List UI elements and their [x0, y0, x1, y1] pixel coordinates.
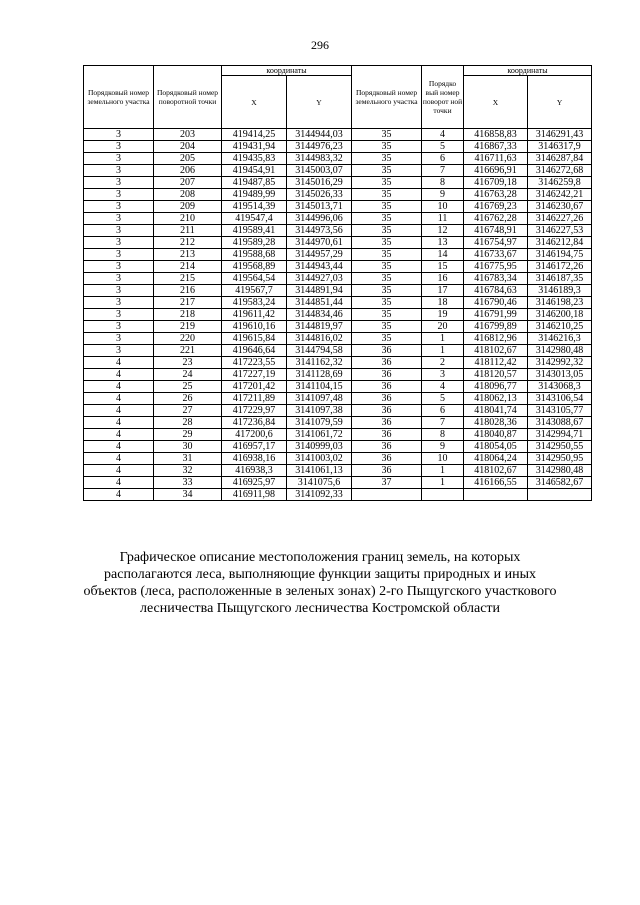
- cell-parcel-number-right: 35: [352, 201, 422, 213]
- cell-x-coordinate-right: [464, 489, 528, 501]
- cell-parcel-number-right: 36: [352, 441, 422, 453]
- header-y-right: Y: [528, 76, 592, 129]
- cell-parcel-number: 4: [84, 453, 154, 465]
- cell-parcel-number-right: 35: [352, 129, 422, 141]
- cell-y-coordinate: 3144996,06: [287, 213, 352, 225]
- cell-parcel-number-right: 35: [352, 213, 422, 225]
- cell-x-coordinate-right: 416790,46: [464, 297, 528, 309]
- cell-x-coordinate: 419589,28: [222, 237, 287, 249]
- header-y: Y: [287, 76, 352, 129]
- table-row: [84, 129, 592, 141]
- cell-x-coordinate: 416957,17: [222, 441, 287, 453]
- cell-x-coordinate-right: 418028,36: [464, 417, 528, 429]
- header-x: X: [222, 76, 287, 129]
- cell-parcel-number-right: 35: [352, 297, 422, 309]
- cell-parcel-number-right: 36: [352, 369, 422, 381]
- cell-y-coordinate: 3145016,29: [287, 177, 352, 189]
- table-row: [84, 429, 592, 441]
- cell-point-number: 207: [154, 177, 222, 189]
- cell-y-coordinate-right: 3142980,48: [528, 345, 592, 357]
- cell-parcel-number-right: 35: [352, 261, 422, 273]
- cell-y-coordinate: 3141104,15: [287, 381, 352, 393]
- cell-point-number: 211: [154, 225, 222, 237]
- cell-point-number-right: 1: [422, 477, 464, 489]
- table-row: [84, 213, 592, 225]
- table-row: [84, 393, 592, 405]
- cell-y-coordinate-right: 3146172,26: [528, 261, 592, 273]
- cell-x-coordinate: 416938,3: [222, 465, 287, 477]
- cell-y-coordinate-right: 3142950,95: [528, 453, 592, 465]
- cell-y-coordinate: 3144944,03: [287, 129, 352, 141]
- cell-parcel-number: 3: [84, 297, 154, 309]
- header-parcel-number: Порядковый номер земельного участка: [84, 66, 154, 129]
- cell-x-coordinate-right: 418102,67: [464, 345, 528, 357]
- table-row: [84, 489, 592, 501]
- cell-point-number-right: 10: [422, 201, 464, 213]
- cell-x-coordinate-right: 416858,83: [464, 129, 528, 141]
- cell-y-coordinate-right: 3146272,68: [528, 165, 592, 177]
- cell-x-coordinate-right: 416783,34: [464, 273, 528, 285]
- table-row: [84, 357, 592, 369]
- cell-y-coordinate: 3141075,6: [287, 477, 352, 489]
- cell-parcel-number-right: 36: [352, 357, 422, 369]
- cell-x-coordinate-right: 416748,91: [464, 225, 528, 237]
- cell-y-coordinate: 3144819,97: [287, 321, 352, 333]
- cell-point-number-right: 2: [422, 357, 464, 369]
- cell-parcel-number-right: 35: [352, 309, 422, 321]
- cell-x-coordinate: 417227,19: [222, 369, 287, 381]
- cell-y-coordinate: 3144794,58: [287, 345, 352, 357]
- cell-y-coordinate: 3144927,03: [287, 273, 352, 285]
- cell-point-number: 212: [154, 237, 222, 249]
- cell-x-coordinate-right: 418041,74: [464, 405, 528, 417]
- cell-point-number-right: 9: [422, 189, 464, 201]
- cell-parcel-number-right: 35: [352, 237, 422, 249]
- table-row: [84, 333, 592, 345]
- cell-parcel-number: 3: [84, 129, 154, 141]
- cell-y-coordinate-right: [528, 489, 592, 501]
- cell-y-coordinate-right: 3143105,77: [528, 405, 592, 417]
- cell-y-coordinate: 3141128,69: [287, 369, 352, 381]
- cell-y-coordinate: 3144976,23: [287, 141, 352, 153]
- cell-point-number: 216: [154, 285, 222, 297]
- cell-parcel-number: 3: [84, 141, 154, 153]
- cell-parcel-number-right: 35: [352, 189, 422, 201]
- cell-parcel-number-right: 36: [352, 381, 422, 393]
- cell-point-number-right: 4: [422, 129, 464, 141]
- cell-x-coordinate: 419589,41: [222, 225, 287, 237]
- cell-point-number: 208: [154, 189, 222, 201]
- cell-x-coordinate-right: 418102,67: [464, 465, 528, 477]
- table-row: [84, 165, 592, 177]
- cell-point-number-right: 19: [422, 309, 464, 321]
- cell-point-number-right: 10: [422, 453, 464, 465]
- cell-point-number: 213: [154, 249, 222, 261]
- cell-point-number-right: 18: [422, 297, 464, 309]
- cell-point-number-right: 1: [422, 345, 464, 357]
- cell-parcel-number-right: 36: [352, 453, 422, 465]
- cell-point-number: 205: [154, 153, 222, 165]
- cell-point-number-right: 14: [422, 249, 464, 261]
- cell-point-number: 34: [154, 489, 222, 501]
- cell-y-coordinate: 3141079,59: [287, 417, 352, 429]
- cell-point-number: 221: [154, 345, 222, 357]
- cell-point-number-right: 7: [422, 165, 464, 177]
- cell-parcel-number-right: 37: [352, 477, 422, 489]
- cell-parcel-number-right: 36: [352, 345, 422, 357]
- page-number: 296: [311, 38, 329, 52]
- cell-x-coordinate: 419611,42: [222, 309, 287, 321]
- table-row: [84, 285, 592, 297]
- cell-parcel-number-right: 35: [352, 273, 422, 285]
- cell-x-coordinate-right: 416696,91: [464, 165, 528, 177]
- cell-point-number-right: 6: [422, 153, 464, 165]
- cell-parcel-number: 3: [84, 321, 154, 333]
- cell-parcel-number: 4: [84, 405, 154, 417]
- cell-y-coordinate-right: 3143068,3: [528, 381, 592, 393]
- cell-x-coordinate-right: 416791,99: [464, 309, 528, 321]
- cell-x-coordinate: 416911,98: [222, 489, 287, 501]
- cell-x-coordinate-right: 416709,18: [464, 177, 528, 189]
- cell-y-coordinate-right: 3146212,84: [528, 237, 592, 249]
- cell-point-number: 215: [154, 273, 222, 285]
- cell-point-number-right: 9: [422, 441, 464, 453]
- cell-point-number-right: 11: [422, 213, 464, 225]
- cell-parcel-number: 4: [84, 429, 154, 441]
- table-row: [84, 249, 592, 261]
- cell-y-coordinate-right: 3146227,26: [528, 213, 592, 225]
- cell-parcel-number-right: 36: [352, 405, 422, 417]
- cell-x-coordinate: 417223,55: [222, 357, 287, 369]
- cell-parcel-number: 3: [84, 153, 154, 165]
- cell-y-coordinate-right: 3146242,21: [528, 189, 592, 201]
- cell-x-coordinate-right: 418062,13: [464, 393, 528, 405]
- cell-y-coordinate: 3144834,46: [287, 309, 352, 321]
- table-row: [84, 453, 592, 465]
- cell-parcel-number: 4: [84, 381, 154, 393]
- cell-y-coordinate: 3144957,29: [287, 249, 352, 261]
- cell-x-coordinate-right: 418040,87: [464, 429, 528, 441]
- cell-x-coordinate: 419431,94: [222, 141, 287, 153]
- cell-x-coordinate-right: 416711,63: [464, 153, 528, 165]
- cell-point-number-right: [422, 489, 464, 501]
- cell-x-coordinate: 416925,97: [222, 477, 287, 489]
- cell-point-number: 204: [154, 141, 222, 153]
- header-coordinates: координаты: [222, 66, 352, 76]
- cell-parcel-number-right: 36: [352, 465, 422, 477]
- cell-parcel-number: 4: [84, 393, 154, 405]
- header-point-number: Порядковый номер поворотной точки: [154, 66, 222, 129]
- cell-point-number: 32: [154, 465, 222, 477]
- cell-y-coordinate: 3144816,02: [287, 333, 352, 345]
- cell-point-number: 30: [154, 441, 222, 453]
- cell-x-coordinate: 419414,25: [222, 129, 287, 141]
- cell-y-coordinate-right: 3146582,67: [528, 477, 592, 489]
- table-body: [84, 129, 592, 501]
- table-row: [84, 369, 592, 381]
- table-row: [84, 477, 592, 489]
- table-row: [84, 405, 592, 417]
- cell-x-coordinate-right: 416733,67: [464, 249, 528, 261]
- cell-parcel-number-right: 35: [352, 321, 422, 333]
- cell-x-coordinate-right: 416762,28: [464, 213, 528, 225]
- cell-y-coordinate: 3141097,38: [287, 405, 352, 417]
- cell-point-number: 209: [154, 201, 222, 213]
- cell-point-number-right: 13: [422, 237, 464, 249]
- cell-y-coordinate-right: 3143088,67: [528, 417, 592, 429]
- cell-y-coordinate: 3141061,72: [287, 429, 352, 441]
- cell-x-coordinate: 419615,84: [222, 333, 287, 345]
- cell-x-coordinate-right: 416769,23: [464, 201, 528, 213]
- cell-y-coordinate-right: 3146187,35: [528, 273, 592, 285]
- cell-point-number: 23: [154, 357, 222, 369]
- cell-parcel-number: 4: [84, 441, 154, 453]
- cell-x-coordinate: 419564,54: [222, 273, 287, 285]
- cell-parcel-number-right: 36: [352, 429, 422, 441]
- table-row: [84, 381, 592, 393]
- cell-y-coordinate: 3144983,32: [287, 153, 352, 165]
- cell-parcel-number: 3: [84, 261, 154, 273]
- cell-y-coordinate: 3141097,48: [287, 393, 352, 405]
- cell-point-number-right: 5: [422, 141, 464, 153]
- cell-y-coordinate: 3141003,02: [287, 453, 352, 465]
- cell-y-coordinate: 3145003,07: [287, 165, 352, 177]
- cell-parcel-number-right: 35: [352, 153, 422, 165]
- cell-parcel-number-right: 35: [352, 141, 422, 153]
- cell-x-coordinate: 419588,68: [222, 249, 287, 261]
- cell-x-coordinate: 417201,42: [222, 381, 287, 393]
- section-caption: Графическое описание местоположения границ земель, на которых располагаются леса, выполняющие функции защиты природных и иных объектов (леса, расположенные в зеленых зонах) 2-го Пыщугского участкового лесничества Пыщугского лесничества Костромской области: [83, 550, 557, 616]
- cell-y-coordinate-right: 3142950,55: [528, 441, 592, 453]
- cell-x-coordinate: 419435,83: [222, 153, 287, 165]
- cell-x-coordinate: 419487,85: [222, 177, 287, 189]
- cell-y-coordinate-right: 3146317,9: [528, 141, 592, 153]
- cell-point-number: 28: [154, 417, 222, 429]
- cell-parcel-number: 3: [84, 177, 154, 189]
- cell-y-coordinate: 3140999,03: [287, 441, 352, 453]
- table-row: [84, 321, 592, 333]
- cell-point-number-right: 15: [422, 261, 464, 273]
- cell-y-coordinate-right: 3142994,71: [528, 429, 592, 441]
- table-row: [84, 261, 592, 273]
- cell-point-number: 217: [154, 297, 222, 309]
- cell-x-coordinate: 419568,89: [222, 261, 287, 273]
- cell-parcel-number: 3: [84, 309, 154, 321]
- cell-x-coordinate-right: 416812,96: [464, 333, 528, 345]
- cell-point-number-right: 8: [422, 177, 464, 189]
- cell-x-coordinate: 416938,16: [222, 453, 287, 465]
- cell-x-coordinate: 419514,39: [222, 201, 287, 213]
- cell-parcel-number-right: 35: [352, 285, 422, 297]
- cell-x-coordinate: 419547,4: [222, 213, 287, 225]
- table-row: [84, 273, 592, 285]
- cell-parcel-number-right: 36: [352, 393, 422, 405]
- cell-point-number: 33: [154, 477, 222, 489]
- cell-y-coordinate: 3144851,44: [287, 297, 352, 309]
- header-parcel-number-right: Порядковый номер земельного участка: [352, 66, 422, 129]
- table-row: [84, 465, 592, 477]
- cell-x-coordinate-right: 416763,28: [464, 189, 528, 201]
- cell-point-number: 214: [154, 261, 222, 273]
- cell-x-coordinate: 417236,84: [222, 417, 287, 429]
- cell-point-number: 29: [154, 429, 222, 441]
- cell-point-number: 203: [154, 129, 222, 141]
- cell-point-number-right: 8: [422, 429, 464, 441]
- cell-parcel-number-right: [352, 489, 422, 501]
- table-row: [84, 177, 592, 189]
- cell-x-coordinate-right: 416799,89: [464, 321, 528, 333]
- cell-parcel-number: 3: [84, 345, 154, 357]
- cell-point-number-right: 16: [422, 273, 464, 285]
- cell-point-number-right: 20: [422, 321, 464, 333]
- cell-x-coordinate-right: 416867,33: [464, 141, 528, 153]
- cell-x-coordinate-right: 418054,05: [464, 441, 528, 453]
- header-group-row: [84, 66, 592, 76]
- cell-x-coordinate-right: 418064,24: [464, 453, 528, 465]
- cell-parcel-number: 4: [84, 477, 154, 489]
- cell-x-coordinate-right: 416166,55: [464, 477, 528, 489]
- cell-point-number: 24: [154, 369, 222, 381]
- coordinates-table: [83, 65, 592, 501]
- table-row: [84, 237, 592, 249]
- cell-y-coordinate: 3141092,33: [287, 489, 352, 501]
- table-row: [84, 309, 592, 321]
- cell-x-coordinate: 417200,6: [222, 429, 287, 441]
- cell-y-coordinate-right: 3146210,25: [528, 321, 592, 333]
- cell-x-coordinate: 419454,91: [222, 165, 287, 177]
- table-row: [84, 201, 592, 213]
- cell-point-number-right: 1: [422, 333, 464, 345]
- cell-y-coordinate: 3141162,32: [287, 357, 352, 369]
- cell-parcel-number: 4: [84, 417, 154, 429]
- cell-point-number: 218: [154, 309, 222, 321]
- cell-parcel-number: 3: [84, 333, 154, 345]
- cell-parcel-number: 4: [84, 465, 154, 477]
- cell-y-coordinate: 3145013,71: [287, 201, 352, 213]
- cell-parcel-number: 3: [84, 285, 154, 297]
- cell-parcel-number: 4: [84, 357, 154, 369]
- cell-y-coordinate-right: 3146194,75: [528, 249, 592, 261]
- cell-y-coordinate-right: 3143106,54: [528, 393, 592, 405]
- cell-y-coordinate-right: 3146230,67: [528, 201, 592, 213]
- cell-x-coordinate-right: 416784,63: [464, 285, 528, 297]
- table-row: [84, 225, 592, 237]
- cell-point-number: 26: [154, 393, 222, 405]
- header-point-number-right: Порядко вый номер поворот ной точки: [422, 66, 464, 129]
- cell-y-coordinate: 3145026,33: [287, 189, 352, 201]
- cell-parcel-number: 3: [84, 213, 154, 225]
- cell-point-number-right: 3: [422, 369, 464, 381]
- cell-point-number-right: 6: [422, 405, 464, 417]
- cell-parcel-number: 3: [84, 249, 154, 261]
- cell-x-coordinate-right: 416775,95: [464, 261, 528, 273]
- table-row: [84, 141, 592, 153]
- cell-x-coordinate-right: 418096,77: [464, 381, 528, 393]
- cell-point-number-right: 7: [422, 417, 464, 429]
- cell-y-coordinate-right: 3142980,48: [528, 465, 592, 477]
- cell-y-coordinate-right: 3146227,53: [528, 225, 592, 237]
- cell-parcel-number: 3: [84, 237, 154, 249]
- cell-y-coordinate: 3141061,13: [287, 465, 352, 477]
- cell-x-coordinate: 417229,97: [222, 405, 287, 417]
- cell-x-coordinate-right: 416754,97: [464, 237, 528, 249]
- cell-parcel-number-right: 35: [352, 333, 422, 345]
- cell-point-number-right: 12: [422, 225, 464, 237]
- header-coordinates-right: координаты: [464, 66, 592, 76]
- cell-y-coordinate: 3144973,56: [287, 225, 352, 237]
- cell-parcel-number: 3: [84, 189, 154, 201]
- cell-x-coordinate: 419567,7: [222, 285, 287, 297]
- cell-y-coordinate-right: 3146287,84: [528, 153, 592, 165]
- cell-x-coordinate: 417211,89: [222, 393, 287, 405]
- table-row: [84, 345, 592, 357]
- cell-parcel-number-right: 36: [352, 417, 422, 429]
- cell-x-coordinate-right: 418120,57: [464, 369, 528, 381]
- cell-parcel-number-right: 35: [352, 249, 422, 261]
- cell-y-coordinate-right: 3146216,3: [528, 333, 592, 345]
- cell-y-coordinate: 3144970,61: [287, 237, 352, 249]
- cell-x-coordinate: 419489,99: [222, 189, 287, 201]
- table-row: [84, 441, 592, 453]
- cell-y-coordinate: 3144943,44: [287, 261, 352, 273]
- cell-point-number: 27: [154, 405, 222, 417]
- table-row: [84, 297, 592, 309]
- cell-y-coordinate-right: 3146291,43: [528, 129, 592, 141]
- cell-parcel-number: 3: [84, 165, 154, 177]
- cell-x-coordinate: 419583,24: [222, 297, 287, 309]
- cell-point-number-right: 5: [422, 393, 464, 405]
- cell-parcel-number: 3: [84, 273, 154, 285]
- cell-x-coordinate: 419646,64: [222, 345, 287, 357]
- cell-point-number-right: 1: [422, 465, 464, 477]
- table-row: [84, 417, 592, 429]
- cell-point-number: 206: [154, 165, 222, 177]
- cell-x-coordinate: 419610,16: [222, 321, 287, 333]
- cell-point-number: 25: [154, 381, 222, 393]
- table-row: [84, 189, 592, 201]
- cell-parcel-number: 4: [84, 369, 154, 381]
- cell-point-number: 219: [154, 321, 222, 333]
- cell-x-coordinate-right: 418112,42: [464, 357, 528, 369]
- cell-parcel-number: 3: [84, 225, 154, 237]
- cell-y-coordinate-right: 3142992,32: [528, 357, 592, 369]
- cell-y-coordinate-right: 3146259,8: [528, 177, 592, 189]
- cell-parcel-number-right: 35: [352, 177, 422, 189]
- cell-point-number-right: 4: [422, 381, 464, 393]
- cell-parcel-number: 4: [84, 489, 154, 501]
- cell-point-number-right: 17: [422, 285, 464, 297]
- cell-point-number: 220: [154, 333, 222, 345]
- cell-y-coordinate-right: 3146200,18: [528, 309, 592, 321]
- cell-parcel-number-right: 35: [352, 225, 422, 237]
- cell-point-number: 31: [154, 453, 222, 465]
- cell-y-coordinate: 3144891,94: [287, 285, 352, 297]
- cell-y-coordinate-right: 3143013,05: [528, 369, 592, 381]
- cell-y-coordinate-right: 3146189,3: [528, 285, 592, 297]
- cell-parcel-number-right: 35: [352, 165, 422, 177]
- cell-y-coordinate-right: 3146198,23: [528, 297, 592, 309]
- cell-point-number: 210: [154, 213, 222, 225]
- header-x-right: X: [464, 76, 528, 129]
- table-row: [84, 153, 592, 165]
- cell-parcel-number: 3: [84, 201, 154, 213]
